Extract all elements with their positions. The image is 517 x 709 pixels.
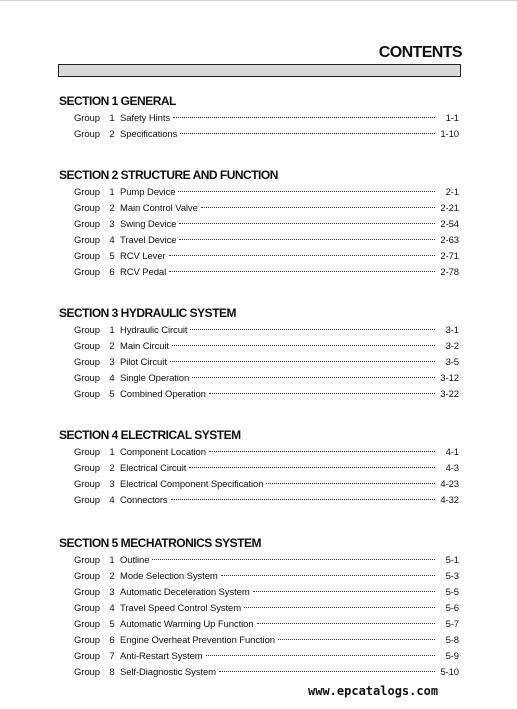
section-heading: SECTION 3 HYDRAULIC SYSTEM [59, 306, 237, 320]
toc-entry[interactable] [59, 553, 459, 569]
group-number: 1 [109, 555, 115, 566]
entry-title: Hydraulic Circuit [120, 325, 188, 336]
toc-entry[interactable] [59, 249, 459, 265]
entry-title: Component Location [120, 447, 206, 458]
dot-leader [173, 117, 435, 118]
entry-title: Combined Operation [120, 389, 206, 400]
group-label: Group [74, 635, 100, 646]
page-number: 2-54 [440, 219, 459, 230]
group-number: 5 [109, 619, 115, 630]
toc-entry[interactable] [59, 233, 459, 249]
group-number: 2 [109, 129, 115, 140]
toc-entry[interactable] [59, 265, 459, 281]
entry-title: Outline [120, 555, 150, 566]
page-number: 1-1 [445, 113, 459, 124]
page-number: 2-71 [440, 251, 459, 262]
entry-title: Engine Overheat Prevention Function [120, 635, 275, 646]
toc-entry[interactable] [59, 633, 459, 649]
page-number: 1-10 [440, 129, 459, 140]
group-number: 2 [109, 463, 115, 474]
group-label: Group [74, 187, 100, 198]
group-number: 7 [109, 651, 115, 662]
group-number: 6 [109, 267, 115, 278]
page-number: 4-32 [440, 495, 459, 506]
group-label: Group [74, 235, 100, 246]
toc-entry[interactable] [59, 461, 459, 477]
toc-entry[interactable] [59, 493, 459, 509]
dot-leader [169, 271, 435, 272]
dot-leader [172, 345, 435, 346]
group-number: 4 [109, 235, 115, 246]
group-number: 3 [109, 587, 115, 598]
group-number: 3 [109, 357, 115, 368]
group-label: Group [74, 447, 100, 458]
toc-section [59, 305, 459, 403]
toc-entry[interactable] [59, 339, 459, 355]
group-label: Group [74, 113, 100, 124]
top-rule [0, 0, 517, 1]
toc-entry[interactable] [59, 387, 459, 403]
entry-title: Travel Speed Control System [120, 603, 242, 614]
toc-entry[interactable] [59, 649, 459, 665]
page-number: 3-1 [445, 325, 459, 336]
toc-entry[interactable] [59, 355, 459, 371]
toc-entry[interactable] [59, 127, 459, 143]
entry-title: Connectors [120, 495, 168, 506]
section-heading: SECTION 4 ELECTRICAL SYSTEM [59, 428, 241, 442]
entry-title: Anti-Restart System [120, 651, 203, 662]
toc-entry[interactable] [59, 601, 459, 617]
toc-entry[interactable] [59, 445, 459, 461]
dot-leader [253, 591, 435, 592]
group-number: 5 [109, 389, 115, 400]
entry-title: Single Operation [120, 373, 190, 384]
dot-leader [178, 191, 435, 192]
group-label: Group [74, 667, 100, 678]
entry-title: Mode Selection System [120, 571, 218, 582]
entry-title: Specifications [120, 129, 178, 140]
toc-entry[interactable] [59, 617, 459, 633]
page-number: 3-5 [445, 357, 459, 368]
toc-entry[interactable] [59, 371, 459, 387]
entry-title: RCV Pedal [120, 267, 167, 278]
group-label: Group [74, 219, 100, 230]
entry-title: Safety Hints [120, 113, 171, 124]
group-label: Group [74, 463, 100, 474]
toc-section [59, 427, 459, 509]
page-number: 4-3 [445, 463, 459, 474]
page-number: 5-9 [445, 651, 459, 662]
group-number: 3 [109, 479, 115, 490]
group-number: 8 [109, 667, 115, 678]
page-number: 5-7 [445, 619, 459, 630]
group-label: Group [74, 587, 100, 598]
group-label: Group [74, 619, 100, 630]
section-heading: SECTION 1 GENERAL [59, 94, 176, 108]
group-number: 2 [109, 571, 115, 582]
page-number: 2-1 [445, 187, 459, 198]
page-number: 5-3 [445, 571, 459, 582]
page-number: 3-12 [440, 373, 459, 384]
page-number: 5-8 [445, 635, 459, 646]
dot-leader [192, 377, 435, 378]
dot-leader [180, 133, 435, 134]
toc-entry[interactable] [59, 665, 459, 681]
group-label: Group [74, 389, 100, 400]
dot-leader [257, 623, 436, 624]
section-heading: SECTION 2 STRUCTURE AND FUNCTION [59, 168, 278, 182]
page-title: CONTENTS [378, 44, 462, 61]
page-number: 4-23 [440, 479, 459, 490]
page-number: 5-5 [445, 587, 459, 598]
dot-leader [278, 639, 435, 640]
toc-entry[interactable] [59, 111, 459, 127]
group-number: 3 [109, 219, 115, 230]
toc-entry[interactable] [59, 185, 459, 201]
group-number: 4 [109, 603, 115, 614]
group-label: Group [74, 341, 100, 352]
group-label: Group [74, 571, 100, 582]
toc-entry[interactable] [59, 585, 459, 601]
dot-leader [219, 671, 435, 672]
page-number: 2-78 [440, 267, 459, 278]
page-number: 5-1 [445, 555, 459, 566]
group-number: 2 [109, 203, 115, 214]
group-label: Group [74, 267, 100, 278]
entry-title: Main Control Valve [120, 203, 198, 214]
toc-section [59, 535, 459, 681]
dot-leader [171, 499, 435, 500]
group-label: Group [74, 651, 100, 662]
dot-leader [209, 393, 435, 394]
entry-title: Electrical Component Specification [120, 479, 264, 490]
group-label: Group [74, 357, 100, 368]
group-number: 1 [109, 187, 115, 198]
page-number: 5-10 [440, 667, 459, 678]
group-label: Group [74, 325, 100, 336]
group-number: 1 [109, 447, 115, 458]
dot-leader [190, 329, 435, 330]
group-label: Group [74, 373, 100, 384]
group-number: 6 [109, 635, 115, 646]
group-number: 1 [109, 325, 115, 336]
dot-leader [244, 607, 435, 608]
group-label: Group [74, 129, 100, 140]
group-number: 2 [109, 341, 115, 352]
entry-title: Travel Device [120, 235, 177, 246]
toc-entry[interactable] [59, 323, 459, 339]
group-number: 4 [109, 495, 115, 506]
entry-title: RCV Lever [120, 251, 166, 262]
group-label: Group [74, 203, 100, 214]
dot-leader [179, 223, 435, 224]
toc-section [59, 167, 459, 281]
group-label: Group [74, 603, 100, 614]
entry-title: Self-Diagnostic System [120, 667, 217, 678]
group-label: Group [74, 495, 100, 506]
group-label: Group [74, 555, 100, 566]
page-number: 5-6 [445, 603, 459, 614]
group-number: 5 [109, 251, 115, 262]
entry-title: Electrical Circuit [120, 463, 187, 474]
group-label: Group [74, 479, 100, 490]
dot-leader [201, 207, 435, 208]
entry-title: Automatic Warming Up Function [120, 619, 254, 630]
entry-title: Pilot Circuit [120, 357, 167, 368]
page-number: 3-22 [440, 389, 459, 400]
dot-leader [169, 255, 435, 256]
dot-leader [221, 575, 435, 576]
section-heading: SECTION 5 MECHATRONICS SYSTEM [59, 536, 261, 550]
dot-leader [209, 451, 435, 452]
group-number: 4 [109, 373, 115, 384]
dot-leader [266, 483, 435, 484]
page-number: 2-21 [440, 203, 459, 214]
page-number: 3-2 [445, 341, 459, 352]
group-label: Group [74, 251, 100, 262]
toc-entry[interactable] [59, 477, 459, 493]
page-number: 4-1 [445, 447, 459, 458]
toc-section [59, 93, 459, 143]
entry-title: Swing Device [120, 219, 177, 230]
toc-entry[interactable] [59, 569, 459, 585]
toc-entry[interactable] [59, 201, 459, 217]
group-number: 1 [109, 113, 115, 124]
watermark: www.epcatalogs.com [308, 684, 439, 698]
title-bar [58, 64, 461, 77]
page-number: 2-63 [440, 235, 459, 246]
entry-title: Main Circuit [120, 341, 169, 352]
entry-title: Pump Device [120, 187, 176, 198]
entry-title: Automatic Deceleration System [120, 587, 250, 598]
dot-leader [189, 467, 435, 468]
dot-leader [206, 655, 435, 656]
dot-leader [170, 361, 435, 362]
dot-leader [179, 239, 435, 240]
dot-leader [152, 559, 435, 560]
toc-entry[interactable] [59, 217, 459, 233]
